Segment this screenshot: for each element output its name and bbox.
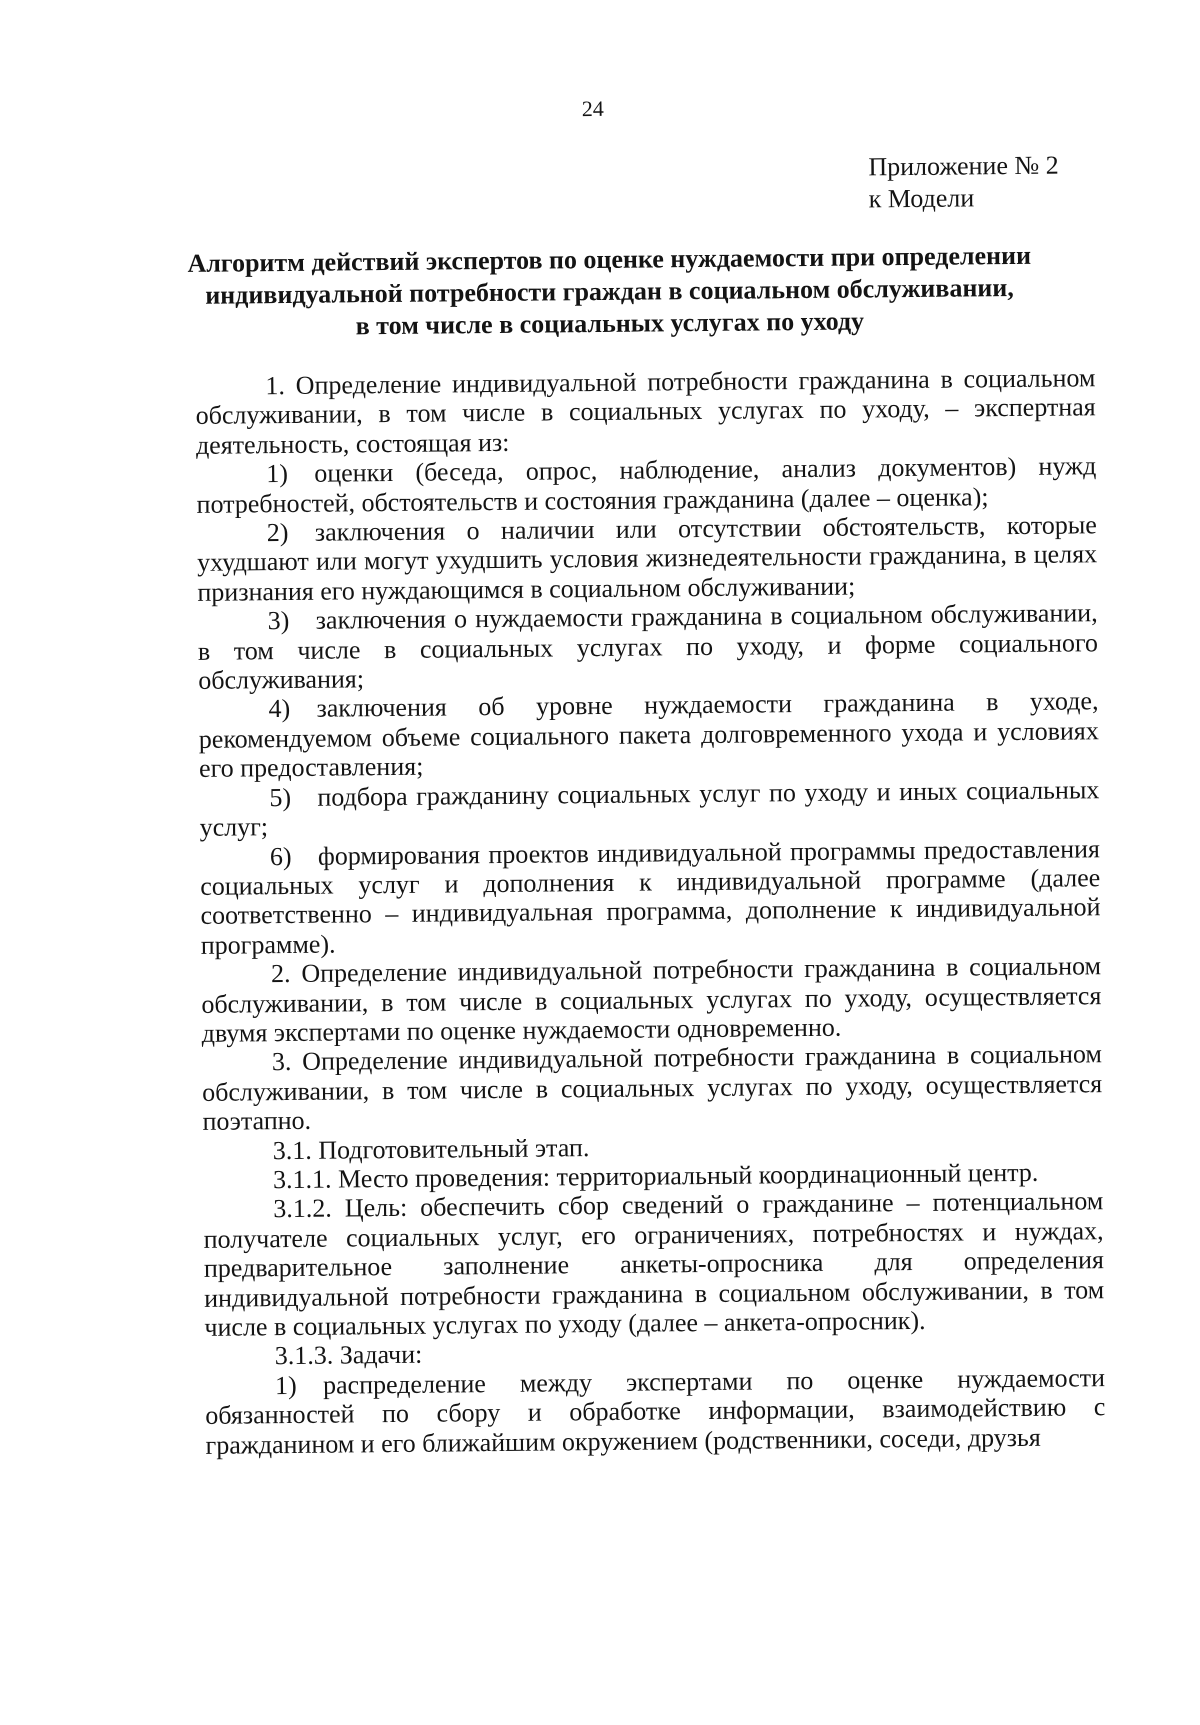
list-item-text: заключения об уровне нуждаемости гражданина в уходе, рекомендуемом объеме социального пакета долговременного ухода и условиях его предоставления; xyxy=(198,686,1099,784)
task-item-text: распределение между экспертами по оценке нуждаемости обязанностей по сбору и обработке информации, взаимодействию с гражданином и его ближайшим окружением (родственники, соседи, друзья xyxy=(205,1362,1106,1460)
paragraph-3-1: 3.1. Подготовительный этап. xyxy=(272,1132,590,1165)
list-item-text: оценки (беседа, опрос, наблюдение, анализ документов) нужд потребностей, обстоятельств и состояния гражданина (далее – оценка); xyxy=(196,451,1097,519)
list-item-text: заключения о нуждаемости гражданина в социальном обслуживании, в том числе в социальных услугах по уходу, и форме социального обслуживания; xyxy=(197,598,1099,695)
paragraph-2: 2. Определение индивидуальной потребности гражданина в социальном обслуживании, в том числе в социальных услугах по уходу, осуществляется двумя экспертами по оценке нуждаемости одновременно. xyxy=(201,951,1102,1048)
list-item-number: 3) xyxy=(267,606,290,636)
page-number: 24 xyxy=(581,95,604,122)
paragraph-1: 1. Определение индивидуальной потребности гражданина в социальном обслуживании, в том числе в социальных услугах по уходу, – экспертная деятельность, состоящая из: xyxy=(195,363,1096,460)
list-item-text: подбора гражданину социальных услуг по уходу и иных социальных услуг; xyxy=(199,774,1100,842)
list-item-number: 4) xyxy=(268,694,291,724)
list-item xyxy=(200,834,1101,960)
list-item-number: 5) xyxy=(269,782,292,812)
list-item xyxy=(198,687,1099,784)
paragraph-3: 3. Определение индивидуальной потребности гражданина в социальном обслуживании, в том числе в социальных услугах по уходу, осуществляется поэтапно. xyxy=(202,1039,1103,1136)
document-body xyxy=(195,363,1105,1460)
title-line-3: в том числе в социальных услугах по уходу xyxy=(355,306,865,341)
paragraph-3-1-2: 3.1.2. Цель: обеспечить сбор сведений о гражданине – потенциальном получателе социальных услуг, его ограничениях, потребностях и нуждах, предварительное заполнение анкеты-опросника для определения индивидуальной потребности гражданина в социальном обслуживании, в том числе в социальных услугах по уходу (далее – анкета-опросник). xyxy=(203,1186,1105,1342)
list-item xyxy=(196,451,1097,518)
paragraph-3-1-1: 3.1.1. Место проведения: территориальный координационный центр. xyxy=(272,1157,1039,1195)
list-item xyxy=(197,510,1098,607)
list-item xyxy=(199,775,1100,842)
task-item-number: 1) xyxy=(274,1370,297,1400)
list-item-number: 2) xyxy=(266,518,289,548)
document-title xyxy=(184,240,1035,344)
title-line-1: Алгоритм действий экспертов по оценке нуждаемости при определении xyxy=(187,240,1032,278)
appendix-line-2: к Модели xyxy=(868,183,975,214)
paragraph-3-1-3: 3.1.3. Задачи: xyxy=(274,1340,423,1371)
list-item-text: заключения о наличии или отсутствии обстоятельств, которые ухудшают или могут ухудшить условия жизнедеятельности гражданина, в целях признания его нуждающимся в социальном обслуживании; xyxy=(196,510,1098,607)
list-item-number: 1) xyxy=(266,459,289,489)
list-item-text: формирования проектов индивидуальной программы предоставления социальных услуг и дополнения к индивидуальной программе (далее соответственно – индивидуальная программа, дополнение к индивидуальной программе). xyxy=(200,833,1101,960)
appendix-label xyxy=(868,150,1059,216)
list-item-number: 6) xyxy=(269,841,292,871)
title-line-2: индивидуальной потребности граждан в социальном обслуживании, xyxy=(205,273,1014,310)
list-item xyxy=(198,598,1099,695)
appendix-line-1: Приложение № 2 xyxy=(868,150,1059,182)
task-item xyxy=(205,1363,1106,1460)
